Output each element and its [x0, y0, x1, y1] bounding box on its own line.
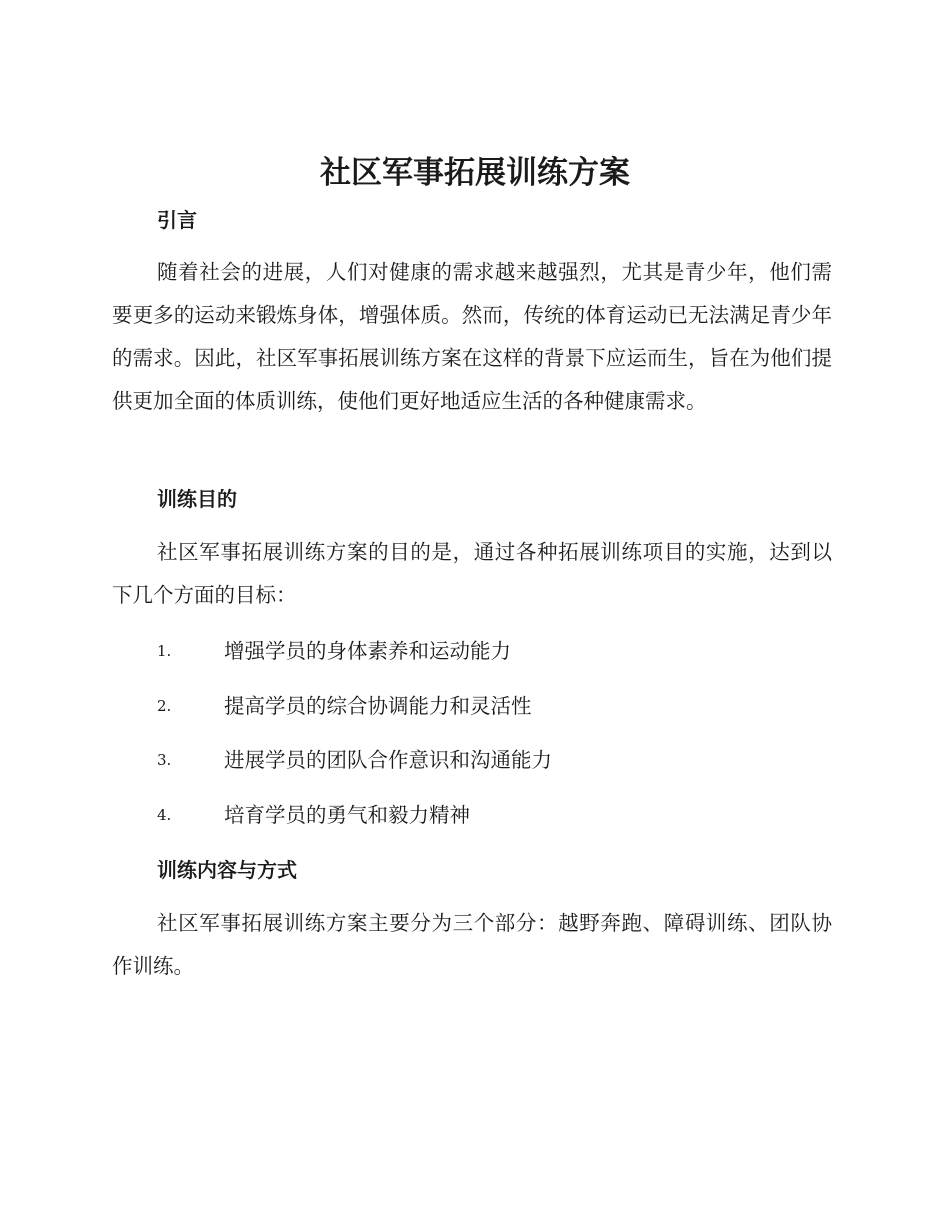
list-item [157, 636, 837, 666]
list-item [157, 691, 837, 721]
list-item-text: 培育学员的勇气和毅力精神 [224, 803, 470, 827]
training-content-paragraph: 社区军事拓展训练方案主要分为三个部分：越野奔跑、障碍训练、团队协作训练。 [112, 911, 832, 978]
list-item-number: 3. [157, 751, 172, 769]
list-item-text: 进展学员的团队合作意识和沟通能力 [224, 748, 552, 772]
section-heading-introduction: 引言 [157, 208, 197, 232]
list-item [157, 800, 837, 830]
list-item-number: 1. [157, 642, 172, 660]
introduction-paragraph: 随着社会的进展，人们对健康的需求越来越强烈，尤其是青少年，他们需要更多的运动来锻炼身体，增强体质。然而，传统的体育运动已无法满足青少年的需求。因此，社区军事拓展训练方案在这样的背景下应运而生，旨在为他们提供更加全面的体质训练，使他们更好地适应生活的各种健康需求。 [112, 260, 832, 413]
list-item-text: 提高学员的综合协调能力和灵活性 [224, 694, 532, 718]
list-item [157, 745, 837, 775]
section-heading-training-purpose: 训练目的 [157, 487, 237, 511]
list-item-text: 增强学员的身体素养和运动能力 [224, 639, 511, 663]
list-item-number: 4. [157, 806, 172, 824]
training-purpose-paragraph: 社区军事拓展训练方案的目的是，通过各种拓展训练项目的实施，达到以下几个方面的目标： [112, 540, 832, 607]
section-heading-training-content: 训练内容与方式 [157, 858, 297, 882]
document-title: 社区军事拓展训练方案 [320, 155, 630, 191]
list-item-number: 2. [157, 697, 172, 715]
